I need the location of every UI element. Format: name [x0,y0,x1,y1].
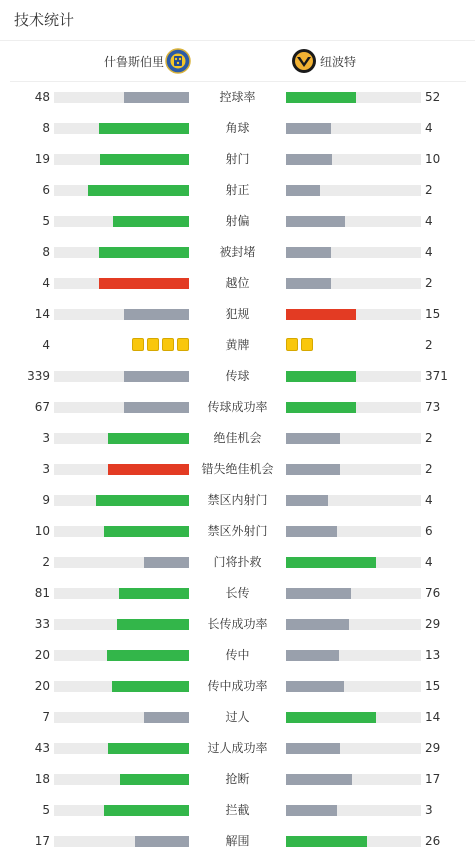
away-stat-bar [286,92,421,103]
stat-row [0,493,475,524]
stat-label: 绝佳机会 [213,431,262,445]
stat-row [0,741,475,772]
home-stat-value: 5 [42,214,50,228]
away-stat-bar [286,278,421,289]
stat-row [0,276,475,307]
home-stat-value: 10 [34,524,50,538]
home-stat-value: 4 [42,338,50,352]
away-stat-bar-fill [286,154,332,165]
home-stat-bar-fill [108,433,189,444]
stat-row [0,369,475,400]
home-stat-bar-fill [124,309,189,320]
stat-label: 长传 [225,586,250,600]
stat-label: 过人成功率 [207,741,268,755]
away-stat-value: 371 [425,369,448,383]
away-stat-bar-fill [286,185,320,196]
home-stat-bar-fill [88,185,189,196]
yellow-card-icon [162,338,174,351]
home-stat-bar [54,371,189,382]
home-stat-bar [54,185,189,196]
stat-row [0,803,475,834]
away-stat-bar-fill [286,278,331,289]
away-stat-bar [286,464,421,475]
shrewsbury-crest-icon[interactable] [165,48,191,74]
home-stat-bar [54,774,189,785]
home-stat-bar [54,805,189,816]
home-stat-value: 67 [34,400,50,414]
stat-label: 过人 [225,710,250,724]
away-stat-bar-fill [286,247,331,258]
away-stat-value: 4 [425,493,433,507]
away-stat-bar [286,154,421,165]
stat-label: 门将扑救 [213,555,262,569]
home-stat-bar-fill [104,805,189,816]
away-stat-bar [286,371,421,382]
home-stat-value: 8 [42,121,50,135]
away-stat-bar-fill [286,526,337,537]
stat-label: 控球率 [219,90,256,104]
stat-label: 解围 [225,834,250,848]
away-team-name[interactable]: 纽波特 [320,55,357,69]
away-stat-bar [286,247,421,258]
away-stat-bar-fill [286,712,376,723]
home-stat-value: 20 [34,648,50,662]
away-stat-bar [286,619,421,630]
home-yellow-cards [132,338,189,352]
away-stat-value: 4 [425,555,433,569]
home-stat-bar [54,743,189,754]
away-stat-bar [286,774,421,785]
yellow-card-icon [286,338,298,351]
away-stat-value: 4 [425,245,433,259]
home-stat-bar [54,712,189,723]
home-stat-value: 20 [34,679,50,693]
home-stat-value: 33 [34,617,50,631]
yellow-card-icon [147,338,159,351]
home-stat-bar [54,402,189,413]
away-stat-bar-fill [286,588,351,599]
yellow-card-icon [301,338,313,351]
home-stat-bar-fill [96,495,189,506]
away-yellow-cards [286,338,313,352]
away-stat-bar [286,836,421,847]
away-stat-bar [286,309,421,320]
stat-label: 传球成功率 [207,400,268,414]
home-stat-bar [54,681,189,692]
stat-label: 被封堵 [219,245,256,259]
stat-label: 射正 [225,183,250,197]
stat-row [0,121,475,152]
away-stat-bar [286,216,421,227]
home-stat-bar [54,650,189,661]
away-stat-value: 29 [425,741,441,755]
home-stat-bar [54,92,189,103]
away-stat-bar [286,402,421,413]
home-stat-value: 8 [42,245,50,259]
stat-row [0,772,475,803]
stat-label: 错失绝佳机会 [201,462,274,476]
stat-row [0,152,475,183]
away-stat-bar [286,650,421,661]
home-stat-bar-fill [104,526,189,537]
stat-row [0,338,475,369]
away-stat-value: 2 [425,338,433,352]
home-stat-bar [54,247,189,258]
away-stat-bar [286,433,421,444]
home-stat-value: 48 [34,90,50,104]
away-stat-bar-fill [286,123,331,134]
away-stat-bar [286,681,421,692]
stat-label: 传球 [225,369,250,383]
home-stat-bar [54,495,189,506]
home-stat-value: 5 [42,803,50,817]
stat-row [0,431,475,462]
home-stat-value: 7 [42,710,50,724]
home-stat-bar [54,464,189,475]
stat-row [0,555,475,586]
home-stat-bar-fill [144,712,189,723]
away-stat-value: 15 [425,307,441,321]
away-stat-bar-fill [286,92,356,103]
home-stat-value: 43 [34,741,50,755]
home-stat-value: 6 [42,183,50,197]
away-stat-value: 73 [425,400,441,414]
away-stat-value: 13 [425,648,441,662]
home-stat-bar-fill [124,92,189,103]
away-stat-bar-fill [286,774,352,785]
away-stat-bar-fill [286,309,356,320]
away-stat-value: 6 [425,524,433,538]
home-stat-bar [54,526,189,537]
home-stat-bar [54,216,189,227]
away-stat-value: 52 [425,90,441,104]
home-stat-value: 18 [34,772,50,786]
home-stat-value: 4 [42,276,50,290]
away-stat-value: 2 [425,183,433,197]
stat-row [0,710,475,741]
away-stat-bar [286,743,421,754]
stat-row [0,586,475,617]
away-stat-bar [286,185,421,196]
home-stat-bar [54,154,189,165]
stat-label: 角球 [225,121,250,135]
stat-label: 越位 [225,276,250,290]
home-stat-bar-fill [100,154,189,165]
home-stat-bar [54,433,189,444]
away-stat-bar-fill [286,464,340,475]
home-stat-bar-fill [135,836,189,847]
away-stat-bar [286,805,421,816]
home-stat-bar [54,557,189,568]
home-stat-bar-fill [108,464,189,475]
home-stat-value: 3 [42,462,50,476]
away-stat-bar-fill [286,836,367,847]
away-stat-value: 29 [425,617,441,631]
yellow-card-icon [177,338,189,351]
home-stat-value: 3 [42,431,50,445]
home-stat-bar-fill [112,681,189,692]
away-stat-bar-fill [286,743,340,754]
page-title: 技术统计 [14,11,75,29]
away-stat-bar-fill [286,681,344,692]
away-stat-bar-fill [286,619,349,630]
away-stat-bar-fill [286,216,345,227]
away-stat-bar-fill [286,495,328,506]
away-stat-value: 2 [425,276,433,290]
stat-label: 禁区外射门 [207,524,268,538]
away-stat-bar [286,495,421,506]
stat-label: 抢断 [225,772,250,786]
stat-row [0,214,475,245]
stat-label: 传中 [225,648,250,662]
home-stat-value: 81 [34,586,50,600]
home-stat-bar [54,619,189,630]
stat-row [0,834,475,857]
home-stat-bar-fill [120,774,189,785]
away-stat-value: 15 [425,679,441,693]
stat-label: 长传成功率 [207,617,268,631]
home-stat-bar-fill [99,247,189,258]
yellow-card-icon [132,338,144,351]
home-stat-bar-fill [124,371,189,382]
away-stat-value: 14 [425,710,441,724]
away-stat-bar-fill [286,433,340,444]
stat-row [0,90,475,121]
away-stat-bar [286,712,421,723]
home-stat-value: 14 [34,307,50,321]
away-stat-value: 10 [425,152,441,166]
away-stat-value: 26 [425,834,441,848]
stat-row [0,245,475,276]
stat-label: 拦截 [225,803,250,817]
stat-row [0,307,475,338]
home-stat-bar [54,309,189,320]
stat-row [0,183,475,214]
away-stat-value: 4 [425,121,433,135]
home-stat-value: 2 [42,555,50,569]
home-stat-value: 19 [34,152,50,166]
stat-row [0,524,475,555]
home-stat-bar-fill [113,216,189,227]
away-stat-bar-fill [286,650,339,661]
home-stat-value: 339 [27,369,50,383]
away-stat-value: 76 [425,586,441,600]
newport-county-crest-icon[interactable] [291,48,317,74]
home-stat-bar-fill [119,588,189,599]
away-stat-value: 17 [425,772,441,786]
page-header [0,0,475,41]
home-team-name[interactable]: 什鲁斯伯里 [103,55,164,69]
stat-row [0,400,475,431]
away-stat-bar [286,123,421,134]
stat-label: 禁区内射门 [207,493,268,507]
away-stat-bar [286,588,421,599]
home-stat-bar [54,588,189,599]
away-stat-value: 2 [425,431,433,445]
away-stat-bar-fill [286,371,356,382]
home-stat-bar-fill [107,650,189,661]
stat-label: 射门 [225,152,250,166]
stat-label: 射偏 [225,214,250,228]
home-stat-bar-fill [108,743,189,754]
home-stat-bar-fill [144,557,189,568]
stat-row [0,617,475,648]
home-stat-bar [54,278,189,289]
home-stat-bar-fill [99,278,189,289]
home-stat-value: 17 [34,834,50,848]
home-stat-bar [54,836,189,847]
home-stat-bar-fill [117,619,189,630]
stat-row [0,648,475,679]
away-stat-bar-fill [286,402,356,413]
home-stat-bar-fill [124,402,189,413]
home-stat-bar-fill [99,123,189,134]
away-stat-bar [286,557,421,568]
away-stat-bar-fill [286,805,337,816]
away-stat-value: 3 [425,803,433,817]
away-stat-bar-fill [286,557,376,568]
home-stat-value: 9 [42,493,50,507]
stat-label: 传中成功率 [207,679,268,693]
stat-row [0,679,475,710]
stat-label: 犯规 [225,307,250,321]
away-stat-value: 4 [425,214,433,228]
stat-row [0,462,475,493]
away-stat-value: 2 [425,462,433,476]
team-header [10,41,466,82]
away-stat-bar [286,526,421,537]
stat-label: 黄牌 [225,338,250,352]
home-stat-bar [54,123,189,134]
